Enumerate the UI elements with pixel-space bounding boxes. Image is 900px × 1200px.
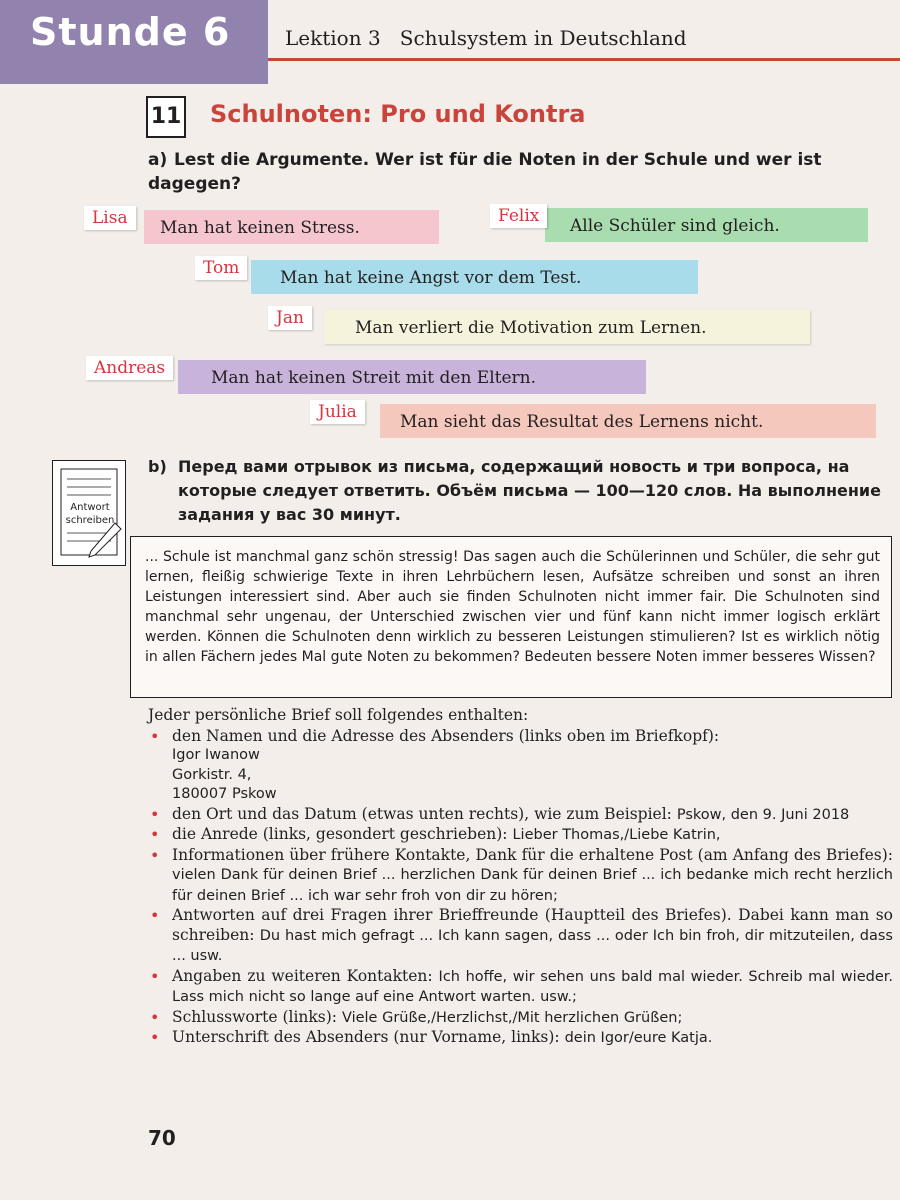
argument-text: Man hat keinen Streit mit den Eltern. xyxy=(211,368,537,388)
bullet-icon: • xyxy=(150,845,160,865)
letter-excerpt: ... Schule ist manchmal ganz schön stressig! Das sagen auch die Schülerinnen und Schüler, die sehr gut lernen, fleißig schwierige Texte in ihren Lehrbüchern lesen, Aufsätze schreiben und sonst an ihren Leistungen interessiert sind. Aber auch sie finden Schulnoten nicht immer fair. Die Schulnoten sind manchmal sehr ungenau, der Unterschied zwischen vier und fünf kann nicht immer logisch erklärt werden. Können die Schulnoten denn wirklich zu besseren Leistungen stimulieren? Ist es wirklich nötig in allen Fächern jedes Mal gute Noten zu bekommen? Bedeuten bessere Noten immer besseres Wissen? xyxy=(145,549,880,665)
list-item: • Angaben zu weiteren Kontakten: Ich hoffe, wir sehen uns bald mal wieder. Schreib mal wieder. Lass mich nicht so lange auf eine Antwort warten. usw.; xyxy=(150,966,893,1005)
argument-strip-tom xyxy=(195,260,698,294)
letter-rules xyxy=(148,706,893,1049)
list-item: • den Namen und die Adresse des Absenders (links oben im Briefkopf): Igor Iwanow Gorkistr. 4, 180007 Pskow xyxy=(148,727,893,805)
argument-text: Alle Schüler sind gleich. xyxy=(570,216,780,236)
task-b-label: b) xyxy=(148,457,167,476)
letter-excerpt-box xyxy=(130,536,892,698)
argument-name: Julia xyxy=(310,400,365,424)
list-item: • die Anrede (links, gesondert geschrieben): Lieber Thomas,/Liebe Katrin, xyxy=(150,825,721,844)
argument-text: Man hat keinen Stress. xyxy=(160,218,360,238)
exercise-number: 11 xyxy=(146,96,186,138)
argument-name: Felix xyxy=(490,204,547,228)
task-a-text: Lest die Argumente. Wer ist für die Noten in der Schule und wer ist dagegen? xyxy=(148,150,822,194)
list-item: • Informationen über frühere Kontakte, Dank für die erhaltene Post (am Anfang des Briefes): vielen Dank für deinen Brief ... herzlichen Dank für deinen Brief ... ich bedanke mich recht herzlich für deinen Brief ... ich war sehr froh von dir zu hören; xyxy=(150,845,893,904)
unit-tab xyxy=(0,0,268,84)
argument-name: Lisa xyxy=(84,206,136,230)
task-b xyxy=(148,455,890,527)
argument-name: Andreas xyxy=(86,356,173,380)
argument-text: Man hat keine Angst vor dem Test. xyxy=(280,268,582,288)
bullet-icon: • xyxy=(150,825,160,844)
list-item: • Unterschrift des Absenders (nur Vorname, links): dein Igor/eure Katja. xyxy=(150,1028,713,1047)
list-item: • Antworten auf drei Fragen ihrer Brieffreunde (Hauptteil des Briefes). Dabei kann man so schreiben: Du hast mich gefragt ... Ich kann sagen, dass ... oder Ich bin froh, dir mitzuteilen, dass ... usw. xyxy=(150,906,893,964)
unit-title: Stunde 6 xyxy=(30,10,231,54)
list-item: • Schlussworte (links): Viele Grüße,/Herzlichst,/Mit herzlichen Grüßen; xyxy=(150,1007,683,1027)
task-b-text: Перед вами отрывок из письма, содержащий новость и три вопроса, на которые следует ответить. Объём письма — 100—120 слов. На выполнение задания у вас 30 минут. xyxy=(178,457,881,524)
task-a xyxy=(148,148,890,196)
bullet-icon: • xyxy=(150,966,160,986)
argument-text: Man sieht das Resultat des Lernens nicht. xyxy=(400,412,764,432)
argument-strip-lisa xyxy=(84,210,439,244)
exercise-title: Schulnoten: Pro und Kontra xyxy=(210,100,586,128)
task-a-label: a) xyxy=(148,150,168,170)
bullet-icon: • xyxy=(150,804,160,824)
page-number: 70 xyxy=(148,1126,176,1150)
rules-intro: Jeder persönliche Brief soll folgendes enthalten: xyxy=(148,706,529,724)
sender-address: Igor Iwanow Gorkistr. 4, 180007 Pskow xyxy=(172,747,277,802)
write-answer-icon xyxy=(52,460,126,566)
argument-name: Tom xyxy=(195,256,247,280)
argument-name: Jan xyxy=(268,306,312,330)
bullet-icon: • xyxy=(150,1028,160,1047)
bullet-icon: • xyxy=(150,1007,160,1027)
argument-strip-andreas xyxy=(86,360,646,394)
bullet-icon: • xyxy=(150,906,160,925)
bullet-icon: • xyxy=(150,726,160,746)
argument-strip-jan xyxy=(268,310,810,344)
header-divider xyxy=(268,58,900,61)
write-answer-label: Antwort schreiben xyxy=(65,502,115,526)
rules-list xyxy=(148,727,893,1049)
argument-text: Man verliert die Motivation zum Lernen. xyxy=(355,318,707,338)
list-item: • den Ort und das Datum (etwas unten rechts), wie zum Beispiel: Pskow, den 9. Juni 2018 xyxy=(150,804,850,824)
lesson-title: Lektion 3 Schulsystem in Deutschland xyxy=(285,26,687,50)
argument-strip-julia xyxy=(310,404,876,438)
argument-strip-felix xyxy=(490,208,868,242)
